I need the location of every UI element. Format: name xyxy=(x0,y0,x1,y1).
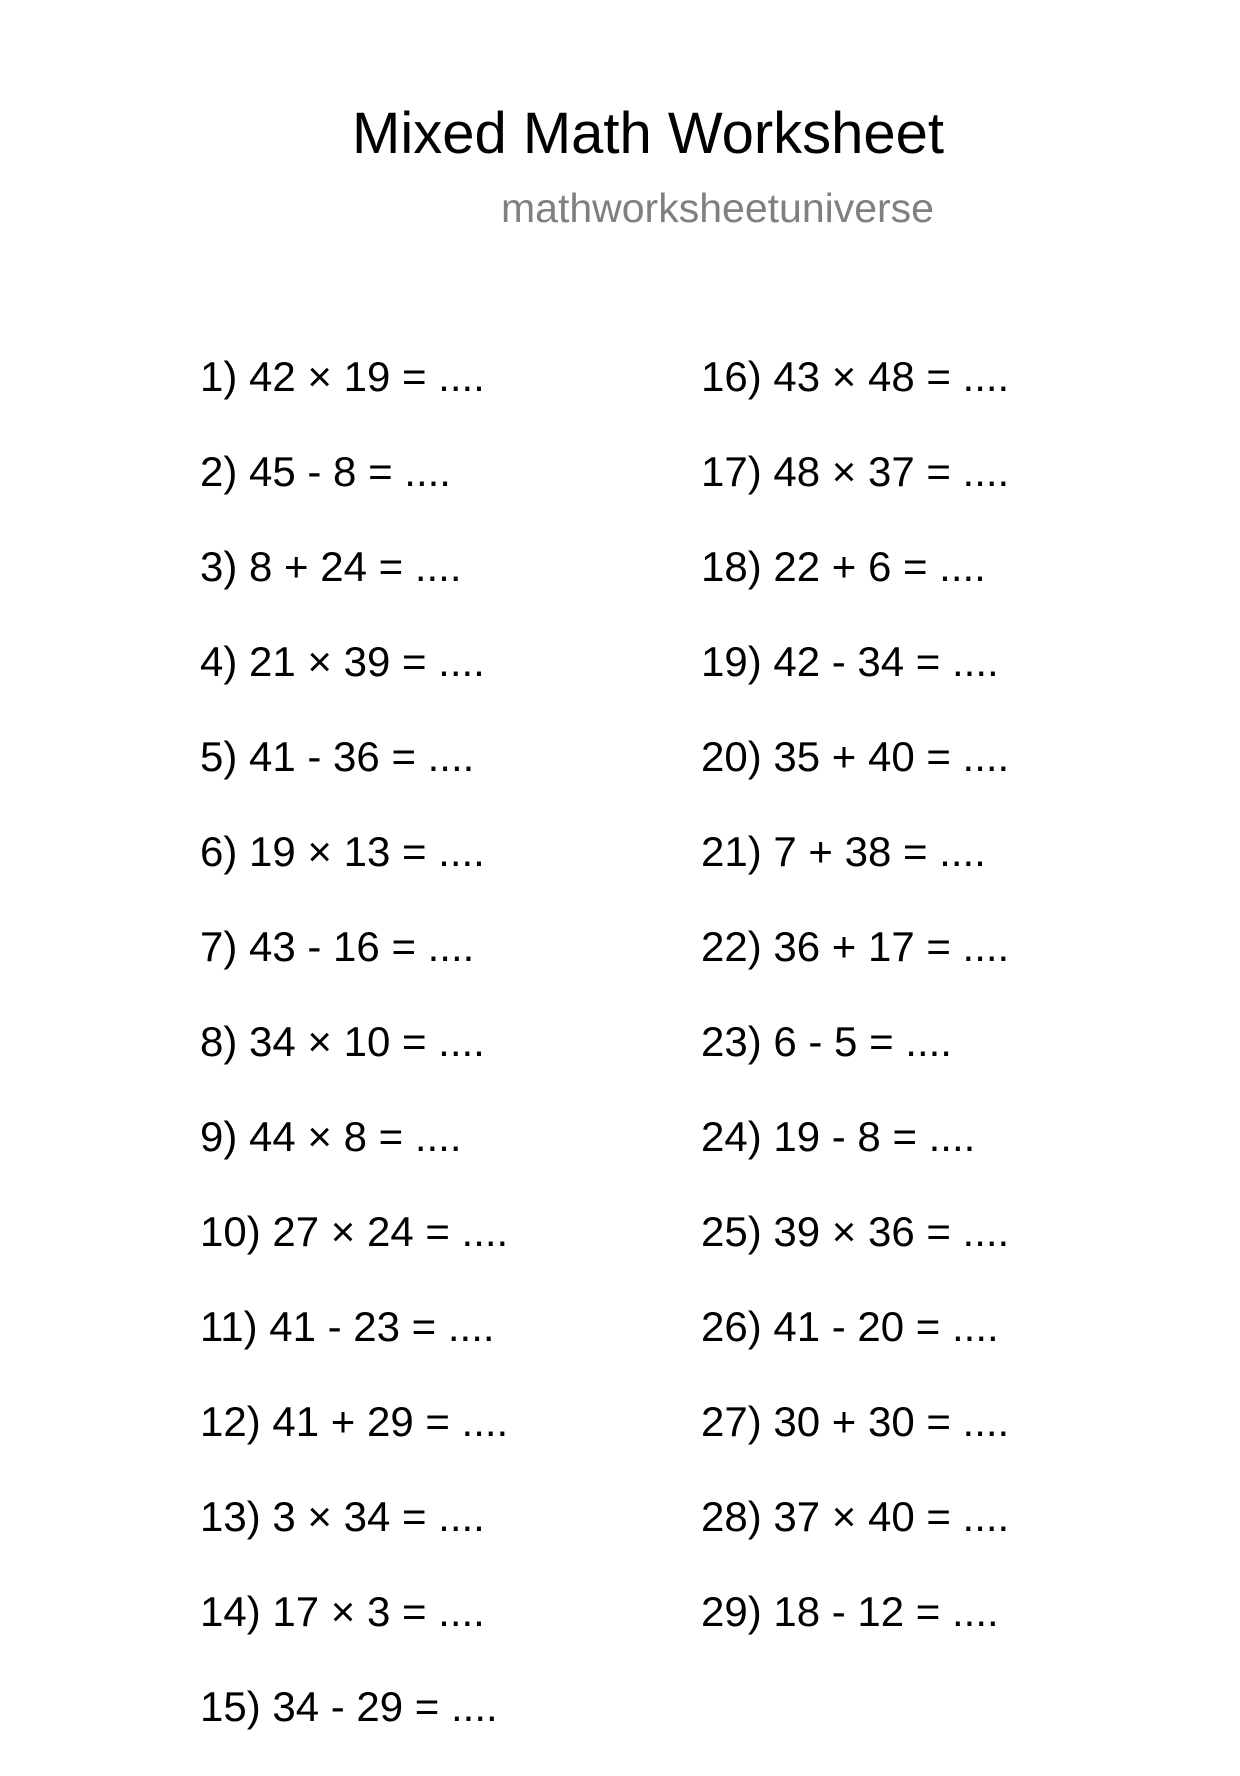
problem-13: 13) 3 × 34 = .... xyxy=(200,1493,485,1540)
problem-5: 5) 41 - 36 = .... xyxy=(200,733,475,780)
problem-17: 17) 48 × 37 = .... xyxy=(701,448,1010,495)
problem-21: 21) 7 + 38 = .... xyxy=(701,828,986,875)
problem-18: 18) 22 + 6 = .... xyxy=(701,543,986,590)
problem-2: 2) 45 - 8 = .... xyxy=(200,448,451,495)
problem-15: 15) 34 - 29 = .... xyxy=(200,1683,498,1730)
problem-20: 20) 35 + 40 = .... xyxy=(701,733,1010,780)
problem-24: 24) 19 - 8 = .... xyxy=(701,1113,976,1160)
problem-column-right xyxy=(701,351,1009,1681)
problem-11: 11) 41 - 23 = .... xyxy=(200,1303,495,1350)
problem-12: 12) 41 + 29 = .... xyxy=(200,1398,509,1445)
problem-8: 8) 34 × 10 = .... xyxy=(200,1018,485,1065)
problem-4: 4) 21 × 39 = .... xyxy=(200,638,485,685)
problem-23: 23) 6 - 5 = .... xyxy=(701,1018,952,1065)
problem-9: 9) 44 × 8 = .... xyxy=(200,1113,462,1160)
problem-28: 28) 37 × 40 = .... xyxy=(701,1493,1010,1540)
problem-25: 25) 39 × 36 = .... xyxy=(701,1208,1010,1255)
problem-14: 14) 17 × 3 = .... xyxy=(200,1588,485,1635)
problem-7: 7) 43 - 16 = .... xyxy=(200,923,475,970)
problem-1: 1) 42 × 19 = .... xyxy=(200,353,485,400)
problem-3: 3) 8 + 24 = .... xyxy=(200,543,462,590)
problem-10: 10) 27 × 24 = .... xyxy=(200,1208,509,1255)
problem-29: 29) 18 - 12 = .... xyxy=(701,1588,999,1635)
problem-16: 16) 43 × 48 = .... xyxy=(701,353,1010,400)
problem-26: 26) 41 - 20 = .... xyxy=(701,1303,999,1350)
worksheet-subtitle: mathworksheetuniverse xyxy=(501,185,934,231)
worksheet-title: Mixed Math Worksheet xyxy=(352,101,945,166)
problem-column-left xyxy=(200,351,508,1776)
problem-22: 22) 36 + 17 = .... xyxy=(701,923,1010,970)
problem-27: 27) 30 + 30 = .... xyxy=(701,1398,1010,1445)
problem-19: 19) 42 - 34 = .... xyxy=(701,638,999,685)
problem-6: 6) 19 × 13 = .... xyxy=(200,828,485,875)
